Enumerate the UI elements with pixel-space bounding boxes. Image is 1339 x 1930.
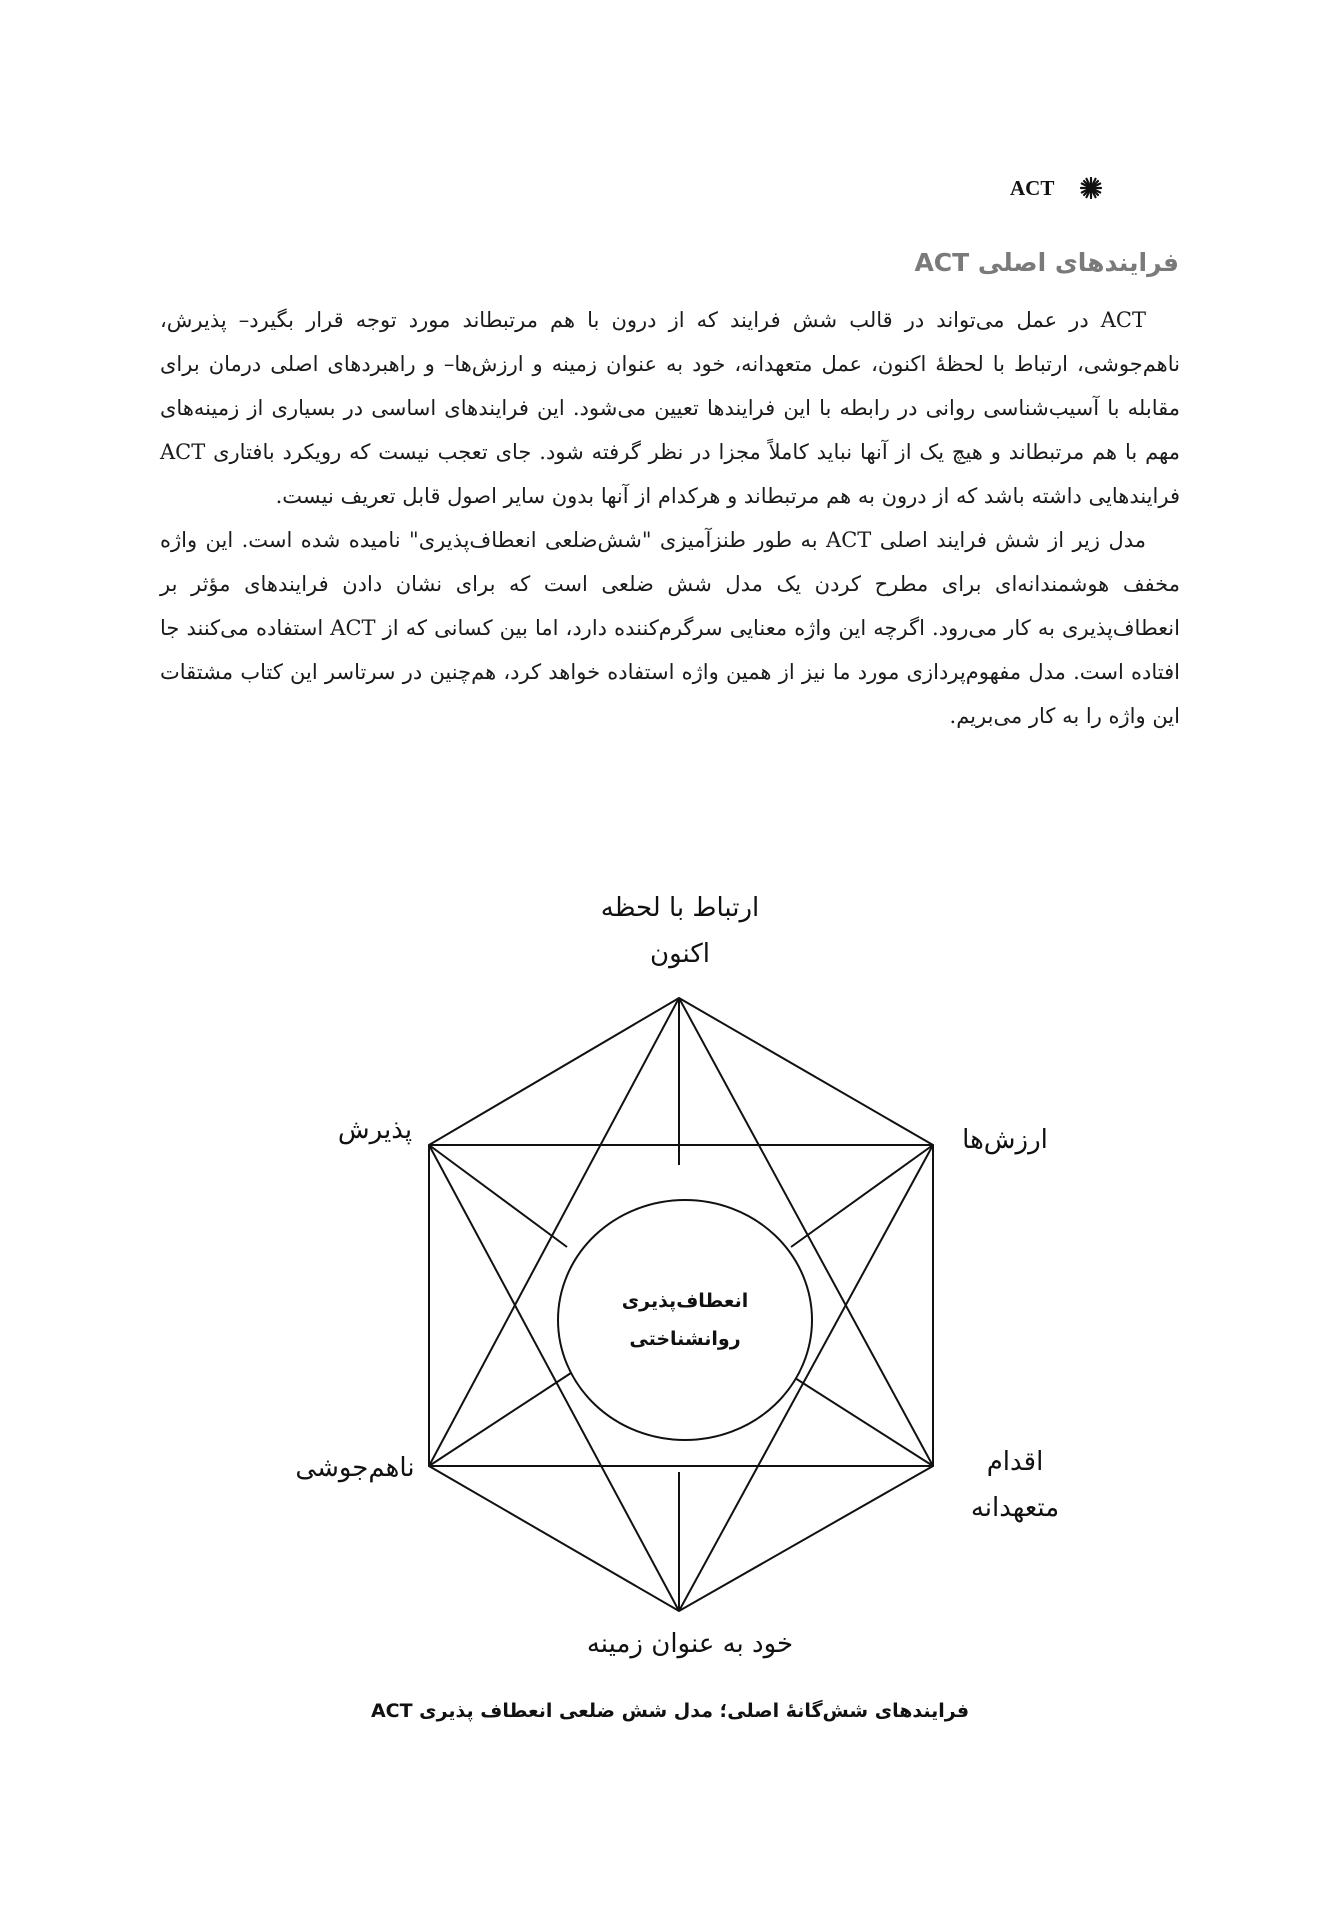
star-burst-icon <box>1080 177 1102 199</box>
running-title: ACT <box>1010 175 1055 200</box>
node-acceptance: پذیرش <box>337 1115 413 1145</box>
node-committed-action <box>945 1442 1085 1528</box>
running-header <box>1010 168 1130 208</box>
paragraph-2: مدل زیر از شش فرایند اصلی ACT به طور طنزآمیزی "شش‌ضلعی انعطاف‌پذیری" نامیده شده است. این واژه مخفف هوشمندانه‌ای برای مطرح کردن یک مدل شش ضلعی است که برای نشان دادن فرایندهای مؤثر بر انعطاف‌پذیری به کار می‌رود. اگرچه این واژه معنایی سرگرم‌کننده دارد، اما بین کسانی که از ACT استفاده می‌کنند جا افتاده است. مدل مفهوم‌پردازی مورد ما نیز از همین واژه استفاده خواهد کرد، هم‌چنین در سرتاسر این کتاب مشتقات این واژه را به کار می‌بریم. <box>160 528 1180 728</box>
center-line1: انعطاف‌پذیری <box>621 1290 749 1312</box>
node-defusion: ناهم‌جوشی <box>295 1453 415 1483</box>
node-committed-action-line2: متعهدانه <box>970 1493 1060 1523</box>
spoke-upperleft <box>429 1145 567 1247</box>
section-title: فرایندهای اصلی ACT <box>914 248 1179 277</box>
node-committed-action-line1: اقدام <box>986 1447 1044 1477</box>
paragraph-1: ACT در عمل می‌تواند در قالب شش فرایند که از درون با هم مرتبطاند مورد توجه قرار بگیرد– پذیرش، ناهم‌جوشی، ارتباط با لحظهٔ اکنون، عمل متعهدانه، خود به عنوان زمینه و ارزش‌ها– و راهبردهای اصلی درمان برای مقابله با آسیب‌شناسی روانی در رابطه با این فرایندها تعیین می‌شود. این فرایندهای اساسی در بسیاری از زمینه‌های مهم با هم مرتبطاند و هیچ یک از آنها نباید کاملاً مجزا در نظر گرفته شود. جای تعجب نیست که رویکرد بافتاری ACT فرایندهایی داشته باشد که از درون به هم مرتبطاند و هرکدام از آنها بدون سایر اصول قابل تعریف نیست. <box>160 308 1180 508</box>
node-values: ارزش‌ها <box>962 1125 1048 1155</box>
node-present-moment-line2: اکنون <box>650 939 710 969</box>
figure-caption: فرایندهای شش‌گانهٔ اصلی؛ مدل شش ضلعی انعطاف پذیری ACT <box>370 1700 970 1722</box>
center-line2: روانشناختی <box>629 1328 741 1350</box>
node-present-moment-line1: ارتباط با لحظه <box>600 893 760 923</box>
node-present-moment <box>580 888 780 974</box>
center-psychological-flexibility <box>575 1282 795 1358</box>
body-text <box>160 298 1180 738</box>
spoke-lowerright <box>784 1371 933 1466</box>
node-self-as-context: خود به عنوان زمینه <box>586 1629 794 1659</box>
spoke-upperright <box>791 1145 933 1247</box>
spoke-lowerleft <box>429 1371 574 1466</box>
